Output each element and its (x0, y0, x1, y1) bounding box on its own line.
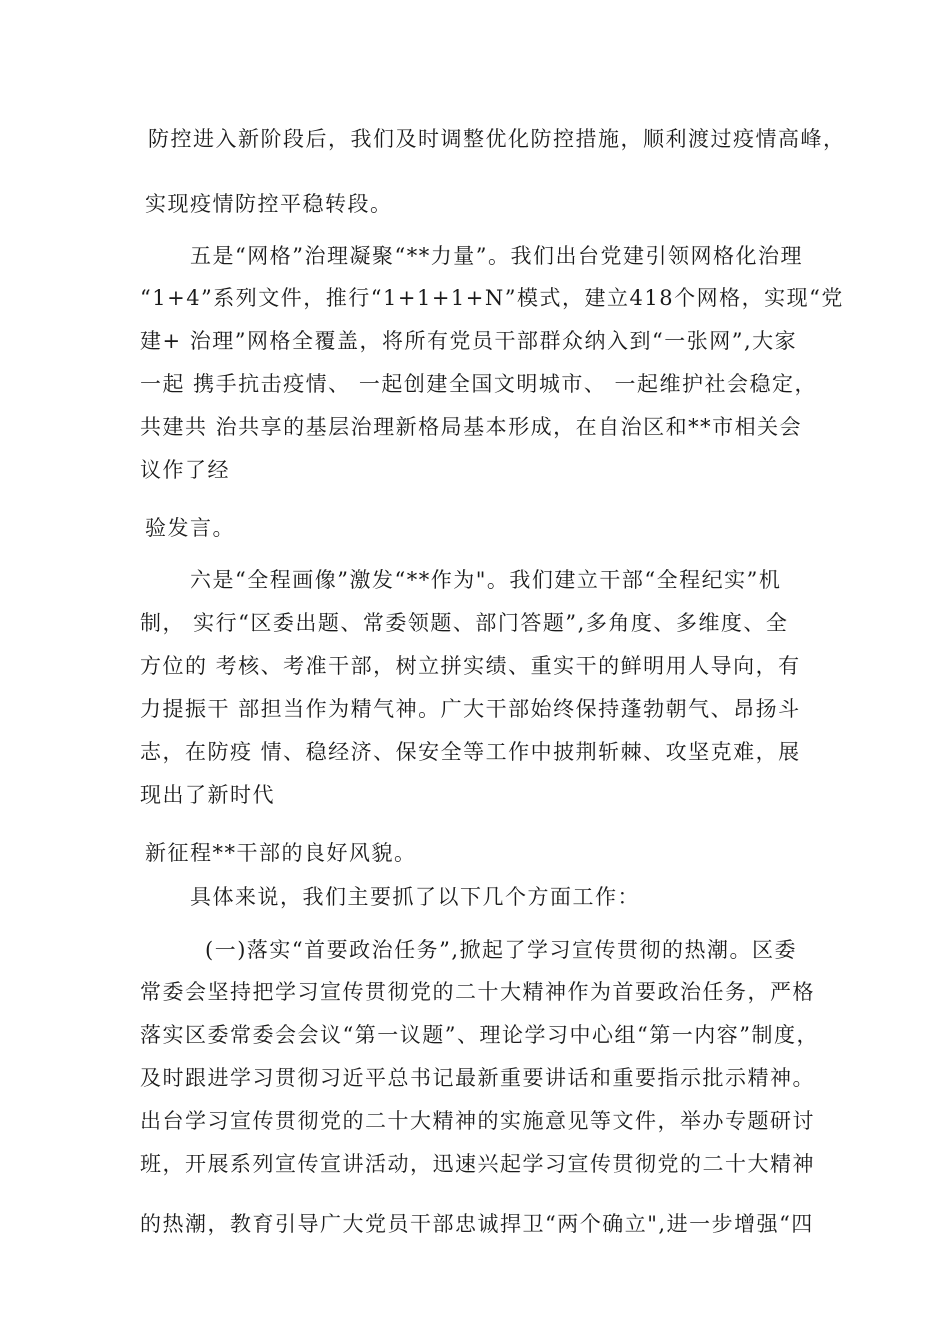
text-line: 落实区委常委会会议“第一议题”、理论学习中心组“第一内容”制度， (140, 1023, 819, 1047)
text-line: 议作了经 (140, 458, 230, 482)
text-line: 常委会坚持把学习宣传贯彻党的二十大精神作为首要政治任务，严格 (140, 980, 815, 1004)
text-line: 实现疫情防控平稳转段。 (145, 192, 393, 216)
text-line: “1+4”系列文件，推行“1+1+1+N”模式，建立418个网格，实现“党 (140, 286, 844, 310)
text-line: 及时跟进学习贯彻习近平总书记最新重要讲话和重要指示批示精神。 (140, 1066, 815, 1090)
text-line: 志，在防疫 情、稳经济、保安全等工作中披荆斩棘、攻坚克难，展 (140, 740, 801, 764)
text-line: 防控进入新阶段后，我们及时调整优化防控措施，顺利渡过疫情高峰， (148, 127, 846, 151)
text-line: 力提振干 部担当作为精气神。广大干部始终保持蓬勃朝气、昂扬斗 (140, 697, 801, 721)
text-line: 具体来说，我们主要抓了以下几个方面工作： (190, 885, 640, 909)
text-line: (一)落实“首要政治任务”,掀起了学习宣传贯彻的热潮。区委 (205, 938, 798, 962)
text-line: 建+ 治理”网格全覆盖，将所有党员干部群众纳入到“一张网”,大家 (140, 329, 798, 353)
text-line: 验发言。 (145, 516, 235, 540)
text-line: 的热潮，教育引导广大党员干部忠诚捍卫“两个确立",进一步增强“四 (140, 1212, 814, 1236)
text-line: 六是“全程画像”激发“**作为"。我们建立干部“全程纪实”机 (190, 568, 782, 592)
text-line: 共建共 治共享的基层治理新格局基本形成，在自治区和**市相关会 (140, 415, 803, 439)
text-line: 新征程**干部的良好风貌。 (145, 841, 417, 865)
text-line: 制， 实行“区委出题、常委领题、部门答题”,多角度、多维度、全 (140, 611, 789, 635)
text-line: 班，开展系列宣传宣讲活动，迅速兴起学习宣传贯彻党的二十大精神 (140, 1152, 815, 1176)
text-line: 五是“网格”治理凝聚“**力量”。我们出台党建引领网格化治理 (190, 244, 803, 268)
text-line: 一起 携手抗击疫情、 一起创建全国文明城市、 一起维护社会稳定， (140, 372, 818, 396)
text-line: 出台学习宣传贯彻党的二十大精神的实施意见等文件，举办专题研讨 (140, 1109, 815, 1133)
text-line: 现出了新时代 (140, 783, 275, 807)
text-line: 方位的 考核、考准干部，树立拼实绩、重实干的鲜明用人导向，有 (140, 654, 801, 678)
